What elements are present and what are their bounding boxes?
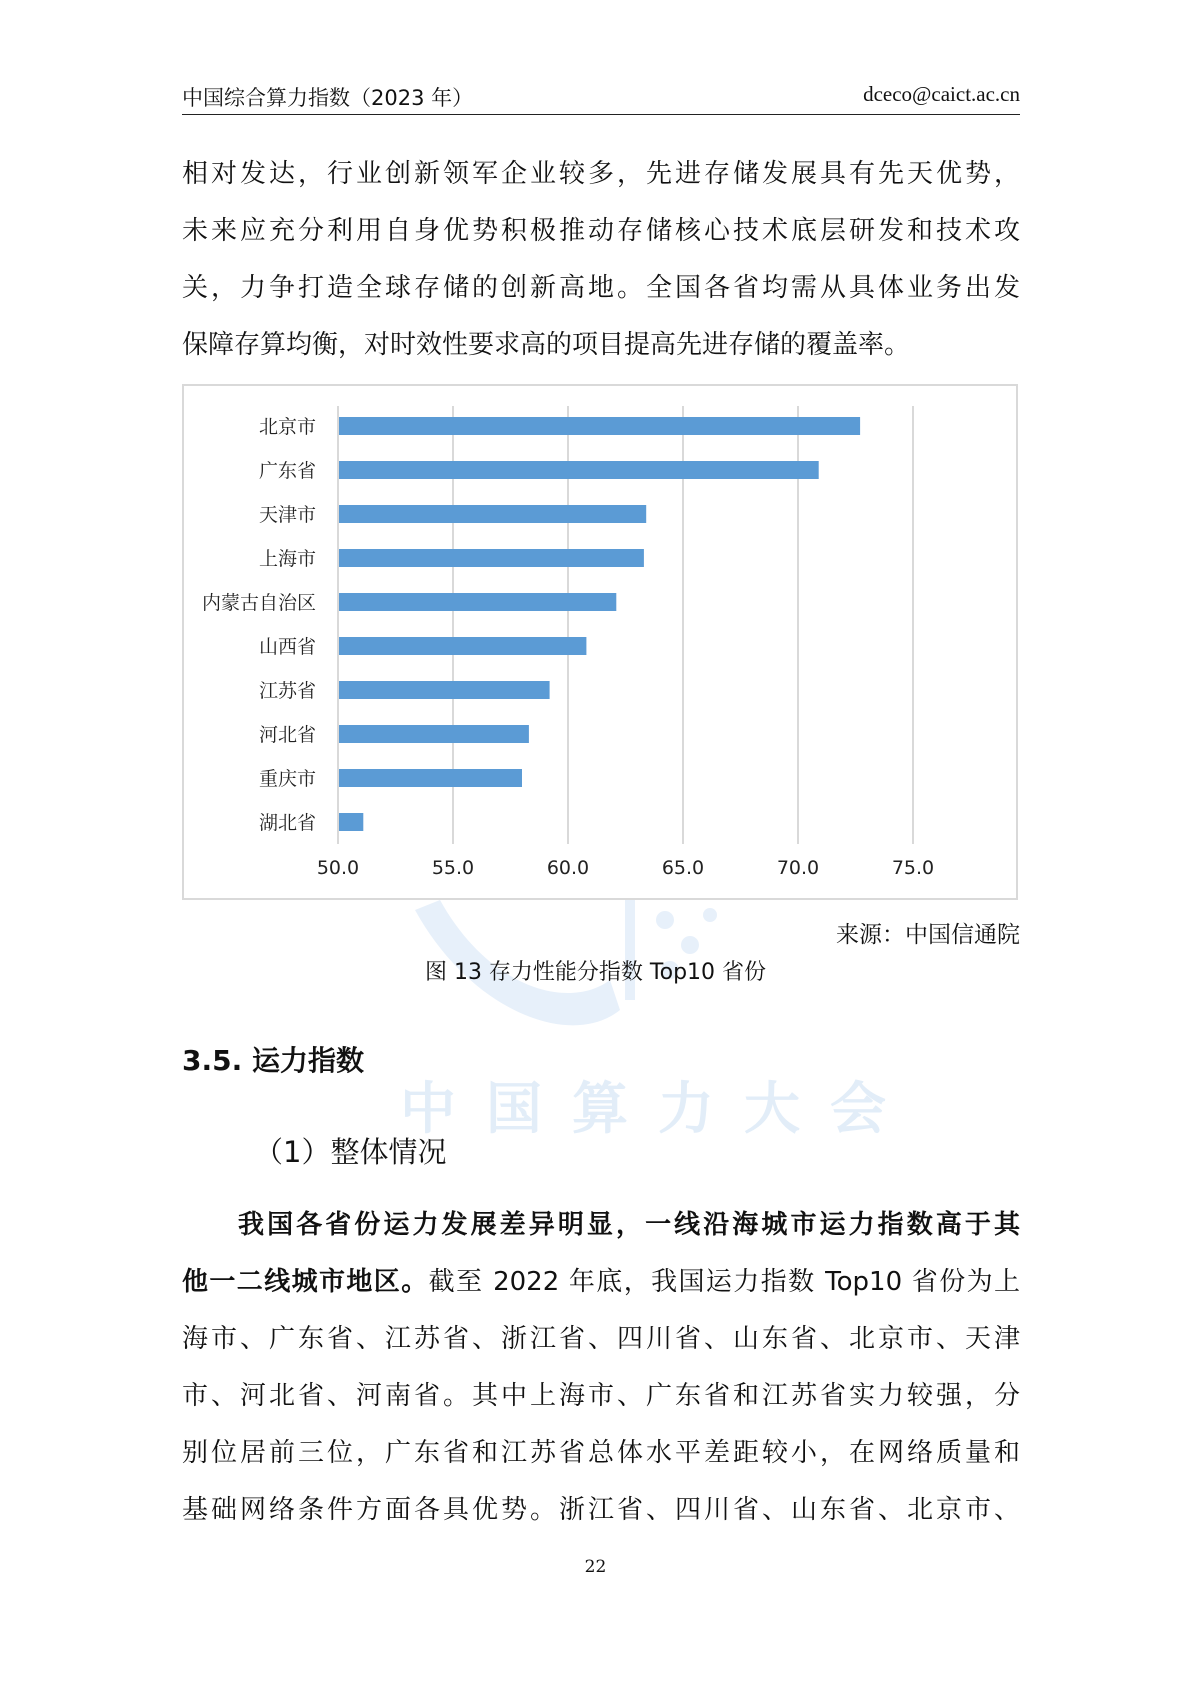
category-label: 江苏省 — [258, 680, 316, 702]
paragraph-2 — [182, 1197, 1020, 1539]
x-tick-label: 70.0 — [776, 857, 820, 879]
category-label: 重庆市 — [258, 768, 316, 790]
bar-chart-container — [182, 384, 1018, 900]
paragraph-line: 别位居前三位，广东省和江苏省总体水平差距较小，在网络质量和 — [182, 1438, 1020, 1468]
bar — [338, 549, 644, 567]
bar — [338, 505, 646, 523]
bar — [338, 813, 363, 831]
x-tick-label: 60.0 — [546, 857, 590, 879]
paragraph-line: 相对发达，行业创新领军企业较多，先进存储发展具有先天优势， — [182, 159, 1020, 189]
category-label: 上海市 — [258, 548, 316, 570]
x-tick-label: 50.0 — [316, 857, 360, 879]
category-label: 湖北省 — [258, 812, 316, 834]
x-tick-label: 75.0 — [891, 857, 935, 879]
paragraph-line: 基础网络条件方面各具优势。浙江省、四川省、山东省、北京市、 — [182, 1495, 1020, 1525]
x-tick-label: 65.0 — [661, 857, 705, 879]
category-label: 广东省 — [258, 460, 316, 482]
subsection-title: （1）整体情况 — [254, 1135, 447, 1169]
paragraph-line: 海市、广东省、江苏省、浙江省、四川省、山东省、北京市、天津 — [182, 1324, 1020, 1354]
x-tick-label: 55.0 — [431, 857, 475, 879]
paragraph-line — [182, 1254, 1020, 1311]
bar — [338, 769, 522, 787]
figure-source: 来源：中国信通院 — [836, 922, 1020, 948]
page-header — [182, 78, 1020, 115]
section-title: 3.5. 运力指数 — [182, 1044, 364, 1077]
watermark-text: 中国算力大会 — [400, 1077, 916, 1142]
bar — [338, 681, 550, 699]
category-label: 天津市 — [258, 504, 316, 526]
figure-caption: 图 13 存力性能分指数 Top10 省份 — [424, 960, 767, 985]
paragraph-line: 保障存算均衡，对时效性要求高的项目提高先进存储的覆盖率。 — [182, 330, 911, 360]
bold-phrase: 他一二线城市地区。 — [182, 1267, 429, 1297]
bar — [338, 461, 819, 479]
paragraph-1 — [182, 146, 1020, 374]
category-label: 山西省 — [258, 636, 316, 658]
category-label: 河北省 — [258, 724, 316, 746]
bar — [338, 637, 586, 655]
category-label: 北京市 — [258, 416, 316, 438]
paragraph-line: 未来应充分利用自身优势积极推动存储核心技术底层研发和技术攻 — [182, 216, 1020, 246]
category-label: 内蒙古自治区 — [201, 592, 316, 614]
header-email: dceco@caict.ac.cn — [863, 82, 1020, 106]
bar-chart — [184, 386, 1016, 898]
paragraph-line: 市、河北省、河南省。其中上海市、广东省和江苏省实力较强，分 — [182, 1381, 1020, 1411]
bar — [338, 593, 616, 611]
bar — [338, 417, 860, 435]
header-title: 中国综合算力指数（2023 年） — [182, 86, 474, 110]
paragraph-line: 关，力争打造全球存储的创新高地。全国各省均需从具体业务出发 — [182, 273, 1020, 303]
page-number: 22 — [584, 1557, 607, 1577]
bar — [338, 725, 529, 743]
paragraph-line-bold: 我国各省份运力发展差异明显，一线沿海城市运力指数高于其 — [238, 1210, 1020, 1240]
paragraph-text: 截至 2022 年底，我国运力指数 Top10 省份为上 — [428, 1267, 1020, 1297]
